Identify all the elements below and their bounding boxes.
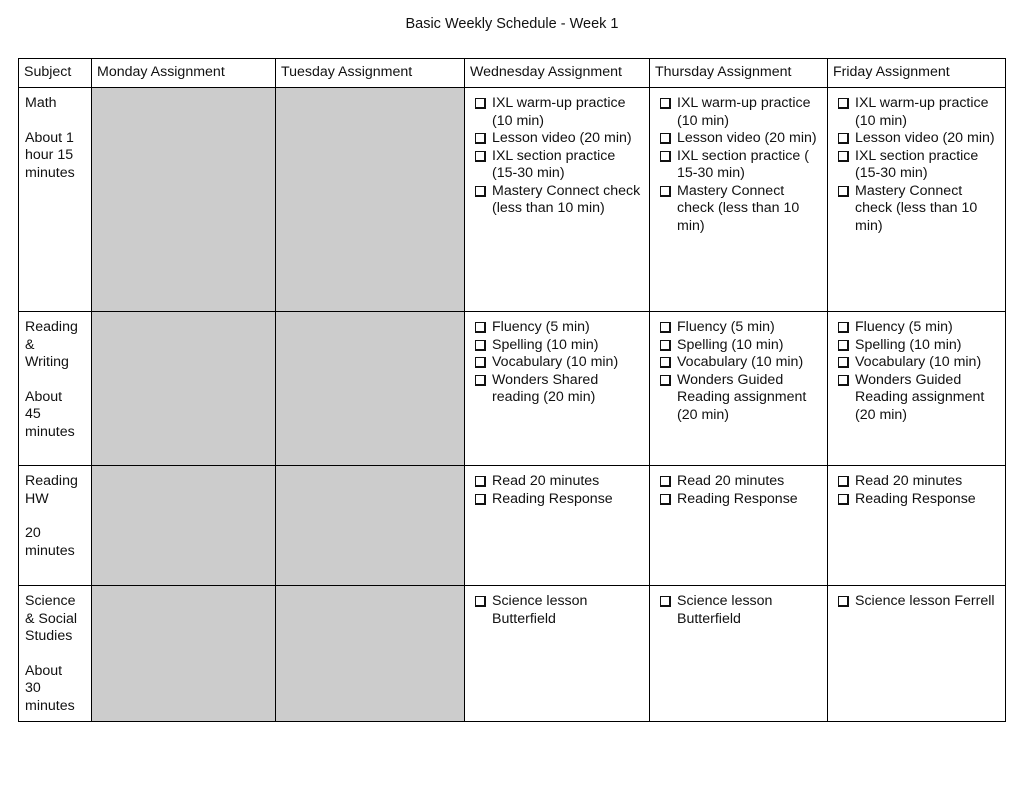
task-text: Wonders Guided Reading assignment (20 min) <box>677 371 807 423</box>
task-list <box>656 319 822 424</box>
header-row <box>19 59 1006 88</box>
task-text: IXL section practice ( 15-30 min) <box>677 147 809 181</box>
task-text: Spelling (10 min) <box>855 336 962 353</box>
task-text: Mastery Connect check (less than 10 min) <box>492 182 641 216</box>
blank-cell-monday <box>92 466 276 586</box>
row-math <box>19 88 1006 312</box>
blank-cell-monday <box>92 586 276 722</box>
task-list <box>656 95 822 235</box>
assignment-cell-thursday <box>650 586 828 722</box>
task-item <box>656 95 822 130</box>
task-text: Lesson video (20 min) <box>677 130 817 146</box>
task-item <box>834 473 1000 491</box>
checkbox-icon <box>838 133 849 144</box>
blank-cell-tuesday <box>276 586 465 722</box>
checkbox-icon <box>475 133 486 144</box>
task-item <box>471 491 644 509</box>
task-item <box>471 372 644 407</box>
task-text: Science lesson Ferrell <box>855 593 995 609</box>
checkbox-icon <box>660 476 671 487</box>
subject-cell <box>19 586 92 722</box>
assignment-cell-wednesday <box>465 586 650 722</box>
blank-cell-tuesday <box>276 312 465 466</box>
task-item <box>834 337 1000 355</box>
task-item <box>656 148 822 183</box>
assignment-cell-thursday <box>650 466 828 586</box>
task-text: Fluency (5 min) <box>492 319 590 335</box>
task-text: Science lesson Butterfield <box>677 593 773 627</box>
task-text: Lesson video (20 min) <box>855 130 995 146</box>
checkbox-icon <box>660 186 671 197</box>
task-text: Mastery Connect check (less than 10 min) <box>677 182 800 234</box>
row-reading-hw <box>19 466 1006 586</box>
checkbox-icon <box>475 596 486 607</box>
task-item <box>834 148 1000 183</box>
task-list <box>471 473 644 508</box>
checkbox-icon <box>838 494 849 505</box>
task-item <box>656 183 822 236</box>
header-wednesday: Wednesday Assignment <box>465 59 650 88</box>
task-item <box>834 372 1000 425</box>
subject-duration: About 45 minutes <box>25 388 75 440</box>
task-text: IXL warm-up practice (10 min) <box>855 95 989 129</box>
checkbox-icon <box>475 186 486 197</box>
task-item <box>656 337 822 355</box>
task-item <box>656 593 822 628</box>
blank-cell-monday <box>92 312 276 466</box>
assignment-cell-friday <box>828 312 1006 466</box>
task-text: Read 20 minutes <box>492 473 600 489</box>
task-item <box>471 319 644 337</box>
checkbox-icon <box>838 357 849 368</box>
assignment-cell-thursday <box>650 88 828 312</box>
task-text: Vocabulary (10 min) <box>855 354 982 370</box>
header-tuesday: Tuesday Assignment <box>276 59 465 88</box>
task-item <box>834 95 1000 130</box>
task-item <box>471 354 644 372</box>
checkbox-icon <box>660 340 671 351</box>
header-thursday: Thursday Assignment <box>650 59 828 88</box>
page-title: Basic Weekly Schedule - Week 1 <box>405 16 619 32</box>
checkbox-icon <box>660 98 671 109</box>
assignment-cell-friday <box>828 88 1006 312</box>
subject-cell <box>19 88 92 312</box>
task-text: IXL warm-up practice (10 min) <box>492 95 626 129</box>
task-text: Vocabulary (10 min) <box>677 354 804 370</box>
task-item <box>834 183 1000 236</box>
task-item <box>656 491 822 509</box>
checkbox-icon <box>838 476 849 487</box>
task-item <box>471 473 644 491</box>
task-item <box>656 319 822 337</box>
checkbox-icon <box>660 494 671 505</box>
task-text: Read 20 minutes <box>855 473 963 489</box>
checkbox-icon <box>660 322 671 333</box>
assignment-cell-wednesday <box>465 88 650 312</box>
checkbox-icon <box>838 375 849 386</box>
checkbox-icon <box>838 98 849 109</box>
task-item <box>471 337 644 355</box>
checkbox-icon <box>838 340 849 351</box>
task-item <box>656 473 822 491</box>
blank-cell-tuesday <box>276 466 465 586</box>
task-item <box>471 95 644 130</box>
task-list <box>471 593 644 628</box>
task-item <box>656 354 822 372</box>
subject-duration: About 1 hour 15 minutes <box>25 129 75 181</box>
task-item <box>834 319 1000 337</box>
checkbox-icon <box>475 151 486 162</box>
task-text: Spelling (10 min) <box>677 336 784 353</box>
checkbox-icon <box>660 596 671 607</box>
checkbox-icon <box>838 151 849 162</box>
task-text: Vocabulary (10 min) <box>492 354 619 370</box>
header-friday: Friday Assignment <box>828 59 1006 88</box>
header-subject: Subject <box>19 59 92 88</box>
task-item <box>834 130 1000 148</box>
task-item <box>656 372 822 425</box>
task-text: Spelling (10 min) <box>492 336 599 353</box>
blank-cell-tuesday <box>276 88 465 312</box>
task-list <box>834 95 1000 235</box>
checkbox-icon <box>475 375 486 386</box>
task-list <box>834 593 1000 611</box>
task-list <box>471 95 644 218</box>
subject-cell <box>19 466 92 586</box>
row-science-social-studies <box>19 586 1006 722</box>
task-item <box>834 491 1000 509</box>
assignment-cell-wednesday <box>465 466 650 586</box>
task-text: IXL section practice (15-30 min) <box>492 147 616 181</box>
subject-name: Math <box>25 95 57 111</box>
assignment-cell-wednesday <box>465 312 650 466</box>
task-item <box>471 183 644 218</box>
task-text: Mastery Connect check (less than 10 min) <box>855 182 978 234</box>
task-text: Wonders Shared reading (20 min) <box>492 371 599 405</box>
row-reading-writing <box>19 312 1006 466</box>
checkbox-icon <box>660 357 671 368</box>
checkbox-icon <box>838 322 849 333</box>
checkbox-icon <box>660 133 671 144</box>
checkbox-icon <box>475 340 486 351</box>
task-item <box>834 593 1000 611</box>
task-text: Reading Response <box>492 490 613 507</box>
checkbox-icon <box>475 494 486 505</box>
subject-name: Reading HW <box>25 473 78 507</box>
task-text: Lesson video (20 min) <box>492 130 632 146</box>
checkbox-icon <box>838 596 849 607</box>
checkbox-icon <box>475 98 486 109</box>
task-text: Fluency (5 min) <box>677 319 775 335</box>
subject-name: Reading & Writing <box>25 319 78 370</box>
subject-duration: About 30 minutes <box>25 662 75 714</box>
task-list <box>471 319 644 407</box>
task-list <box>834 319 1000 424</box>
task-item <box>471 130 644 148</box>
task-text: Science lesson Butterfield <box>492 593 588 627</box>
checkbox-icon <box>838 186 849 197</box>
subject-name: Science & Social Studies <box>25 593 78 644</box>
task-item <box>656 130 822 148</box>
schedule-table <box>18 58 1006 722</box>
subject-cell <box>19 312 92 466</box>
assignment-cell-thursday <box>650 312 828 466</box>
task-text: IXL warm-up practice (10 min) <box>677 95 811 129</box>
task-item <box>471 593 644 628</box>
task-list <box>834 473 1000 508</box>
checkbox-icon <box>475 476 486 487</box>
checkbox-icon <box>660 151 671 162</box>
header-monday: Monday Assignment <box>92 59 276 88</box>
task-item <box>471 148 644 183</box>
task-list <box>656 473 822 508</box>
checkbox-icon <box>475 322 486 333</box>
assignment-cell-friday <box>828 586 1006 722</box>
blank-cell-monday <box>92 88 276 312</box>
subject-duration: 20 minutes <box>25 525 75 559</box>
checkbox-icon <box>475 357 486 368</box>
checkbox-icon <box>660 375 671 386</box>
task-item <box>834 354 1000 372</box>
task-text: Read 20 minutes <box>677 473 785 489</box>
task-list <box>656 593 822 628</box>
task-text: Wonders Guided Reading assignment (20 min) <box>855 371 985 423</box>
task-text: Fluency (5 min) <box>855 319 953 335</box>
task-text: Reading Response <box>677 490 798 507</box>
assignment-cell-friday <box>828 466 1006 586</box>
task-text: IXL section practice (15-30 min) <box>855 147 979 181</box>
task-text: Reading Response <box>855 490 976 507</box>
